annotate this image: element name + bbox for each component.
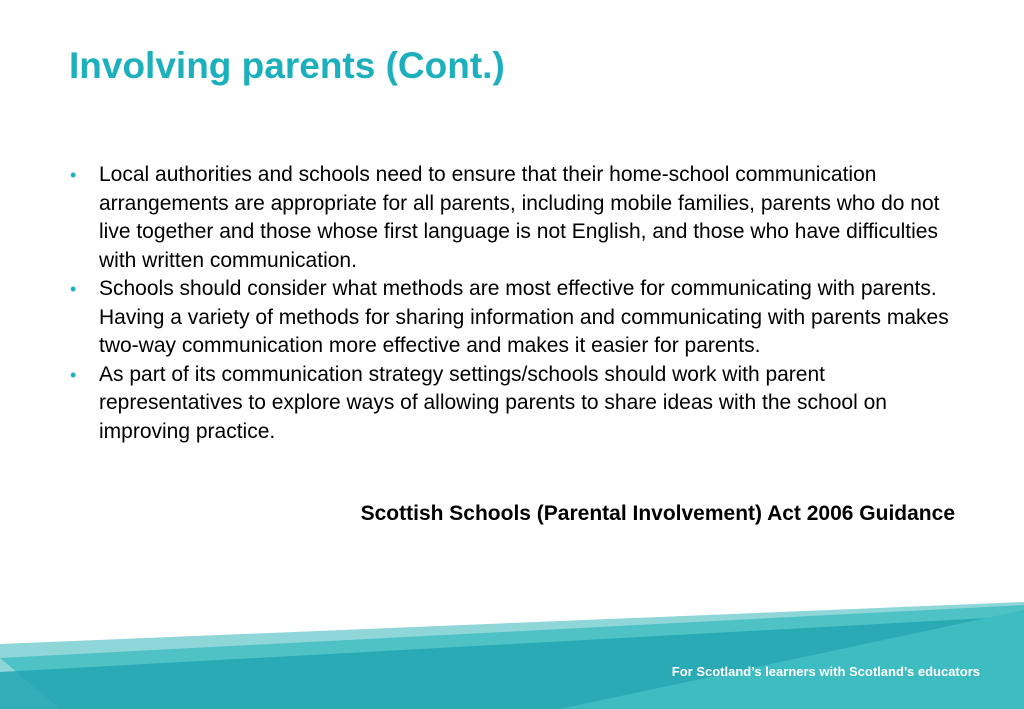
bullet-text: As part of its communication strategy settings/schools should work with parent representatives to explore ways of allowing parents to share ideas with the school on improving practice. <box>99 362 887 443</box>
bullet-item <box>70 275 970 361</box>
footer-tagline: For Scotland’s learners with Scotland’s educators <box>671 664 980 679</box>
slide-title: Involving parents (Cont.) <box>69 45 505 86</box>
bullet-item <box>70 161 970 275</box>
bullet-dot-icon: • <box>70 279 77 299</box>
bullet-item <box>70 361 970 447</box>
bullet-text: Schools should consider what methods are most effective for communicating with parents. Having a variety of methods for sharing information and communicating with parents makes two-way communication more effective and makes it easier for parents. <box>99 277 949 357</box>
bullet-dot-icon: • <box>70 165 77 185</box>
citation: Scottish Schools (Parental Involvement) Act 2006 Guidance <box>360 502 955 525</box>
footer-wave-band <box>0 600 1024 709</box>
bullet-dot-icon: • <box>70 364 77 385</box>
bullet-list <box>70 161 970 446</box>
bullet-text: Local authorities and schools need to ensure that their home-school communication arrangements are appropriate for all parents, including mobile families, parents who do not live together and those whose first language is not English, and those who have difficulties with written communication. <box>99 163 940 272</box>
